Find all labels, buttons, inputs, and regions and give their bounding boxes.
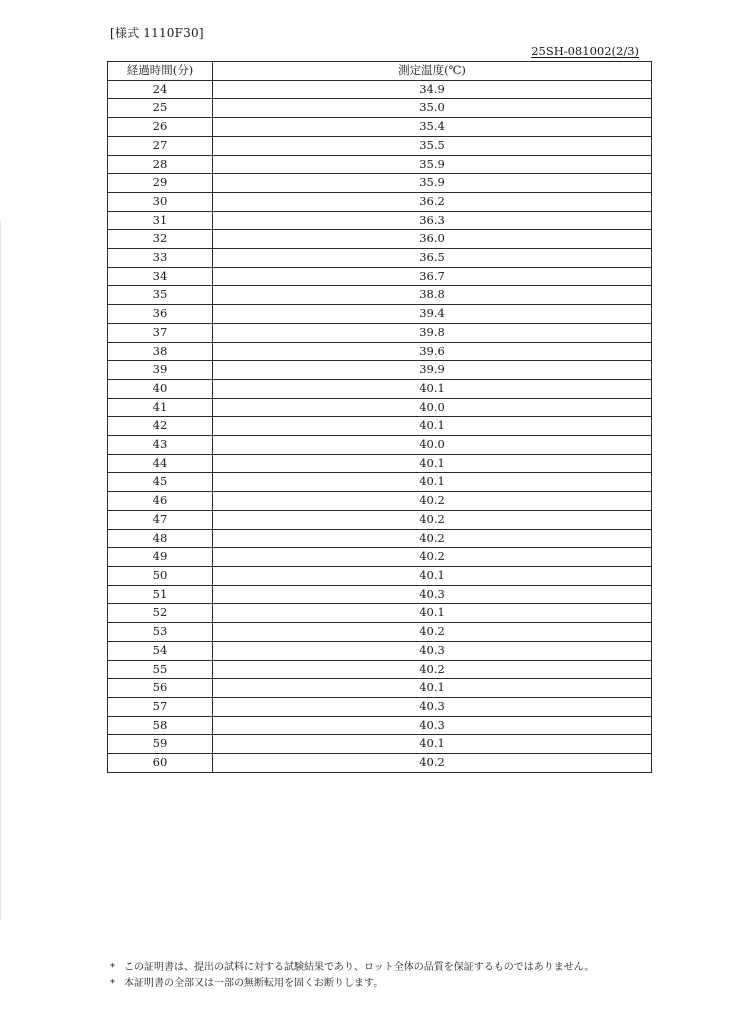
table-row (108, 716, 652, 735)
measured-temperature-cell: 40.2 (213, 492, 652, 511)
table-row (108, 267, 652, 286)
elapsed-time-cell: 38 (108, 342, 213, 361)
elapsed-time-cell: 37 (108, 323, 213, 342)
footnote-mark: * (110, 978, 115, 989)
table-row (108, 211, 652, 230)
measured-temperature-cell: 40.3 (213, 716, 652, 735)
table-row (108, 230, 652, 249)
measured-temperature-cell: 39.9 (213, 361, 652, 380)
footnote (110, 960, 594, 976)
table-row (108, 510, 652, 529)
elapsed-time-cell: 28 (108, 155, 213, 174)
table-row (108, 679, 652, 698)
measured-temperature-cell: 40.1 (213, 604, 652, 623)
elapsed-time-cell: 57 (108, 697, 213, 716)
table-row (108, 99, 652, 118)
measured-temperature-cell: 40.2 (213, 548, 652, 567)
elapsed-time-cell: 47 (108, 510, 213, 529)
elapsed-time-cell: 42 (108, 417, 213, 436)
elapsed-time-cell: 48 (108, 529, 213, 548)
measured-temperature-cell: 40.1 (213, 735, 652, 754)
measured-temperature-cell: 35.0 (213, 99, 652, 118)
table-row (108, 174, 652, 193)
table-row (108, 323, 652, 342)
table-row (108, 735, 652, 754)
table-row (108, 80, 652, 99)
elapsed-time-cell: 44 (108, 454, 213, 473)
temperature-measurement-table (107, 61, 652, 773)
elapsed-time-cell: 33 (108, 249, 213, 268)
elapsed-time-cell: 40 (108, 379, 213, 398)
table-row (108, 492, 652, 511)
table-row (108, 529, 652, 548)
table-row (108, 249, 652, 268)
elapsed-time-cell: 29 (108, 174, 213, 193)
table-row (108, 417, 652, 436)
table-row (108, 192, 652, 211)
measured-temperature-cell: 35.5 (213, 136, 652, 155)
table-row (108, 454, 652, 473)
elapsed-time-cell: 55 (108, 660, 213, 679)
table-row (108, 436, 652, 455)
measurement-table-container (107, 61, 651, 773)
elapsed-time-cell: 46 (108, 492, 213, 511)
measured-temperature-cell: 39.8 (213, 323, 652, 342)
footnotes (110, 960, 594, 992)
elapsed-time-cell: 26 (108, 118, 213, 137)
measured-temperature-cell: 40.2 (213, 660, 652, 679)
elapsed-time-cell: 59 (108, 735, 213, 754)
measured-temperature-cell: 40.1 (213, 566, 652, 585)
footnote (110, 976, 594, 992)
measured-temperature-cell: 39.6 (213, 342, 652, 361)
table-row (108, 342, 652, 361)
measured-temperature-cell: 40.3 (213, 641, 652, 660)
table-row (108, 548, 652, 567)
footnote-mark: * (110, 962, 115, 973)
elapsed-time-cell: 56 (108, 679, 213, 698)
elapsed-time-cell: 41 (108, 398, 213, 417)
table-row (108, 136, 652, 155)
elapsed-time-cell: 27 (108, 136, 213, 155)
measured-temperature-cell: 40.0 (213, 436, 652, 455)
table-row (108, 585, 652, 604)
table-row (108, 379, 652, 398)
table-body (108, 80, 652, 772)
table-header-row (108, 62, 652, 81)
elapsed-time-cell: 31 (108, 211, 213, 230)
elapsed-time-cell: 60 (108, 754, 213, 773)
footnote-text: 本証明書の全部又は一部の無断転用を固くお断りします。 (124, 978, 384, 989)
scan-edge-line (0, 220, 1, 920)
measured-temperature-cell: 40.2 (213, 510, 652, 529)
measured-temperature-cell: 36.0 (213, 230, 652, 249)
measured-temperature-cell: 35.4 (213, 118, 652, 137)
measured-temperature-cell: 36.5 (213, 249, 652, 268)
measured-temperature-cell: 36.3 (213, 211, 652, 230)
table-row (108, 697, 652, 716)
measured-temperature-cell: 40.2 (213, 754, 652, 773)
measured-temperature-cell: 34.9 (213, 80, 652, 99)
measured-temperature-cell: 40.1 (213, 679, 652, 698)
elapsed-time-cell: 54 (108, 641, 213, 660)
elapsed-time-cell: 51 (108, 585, 213, 604)
measured-temperature-cell: 36.2 (213, 192, 652, 211)
measured-temperature-cell: 40.1 (213, 454, 652, 473)
table-row (108, 305, 652, 324)
elapsed-time-cell: 25 (108, 99, 213, 118)
elapsed-time-cell: 43 (108, 436, 213, 455)
elapsed-time-cell: 52 (108, 604, 213, 623)
document-number: 25SH-081002(2/3) (531, 44, 639, 58)
table-row (108, 623, 652, 642)
measured-temperature-cell: 40.2 (213, 529, 652, 548)
measured-temperature-cell: 40.1 (213, 379, 652, 398)
elapsed-time-cell: 35 (108, 286, 213, 305)
table-row (108, 155, 652, 174)
elapsed-time-cell: 58 (108, 716, 213, 735)
elapsed-time-cell: 32 (108, 230, 213, 249)
elapsed-time-cell: 24 (108, 80, 213, 99)
form-id: [様式 1110F30] (110, 26, 204, 40)
measured-temperature-cell: 39.4 (213, 305, 652, 324)
elapsed-time-cell: 45 (108, 473, 213, 492)
elapsed-time-cell: 49 (108, 548, 213, 567)
measured-temperature-cell: 35.9 (213, 155, 652, 174)
table-row (108, 118, 652, 137)
table-row (108, 641, 652, 660)
table-row (108, 754, 652, 773)
measured-temperature-cell: 40.3 (213, 585, 652, 604)
elapsed-time-cell: 36 (108, 305, 213, 324)
table-row (108, 361, 652, 380)
measured-temperature-cell: 40.3 (213, 697, 652, 716)
elapsed-time-cell: 34 (108, 267, 213, 286)
measured-temperature-cell: 36.7 (213, 267, 652, 286)
table-row (108, 473, 652, 492)
table-row (108, 604, 652, 623)
footnote-text: この証明書は、提出の試料に対する試験結果であり、ロット全体の品質を保証するものではありません。 (124, 962, 595, 973)
table-row (108, 660, 652, 679)
measured-temperature-cell: 40.0 (213, 398, 652, 417)
table-row (108, 286, 652, 305)
elapsed-time-cell: 53 (108, 623, 213, 642)
measured-temperature-cell: 40.2 (213, 623, 652, 642)
column-header-measured-temperature: 測定温度(℃) (213, 62, 652, 81)
elapsed-time-cell: 50 (108, 566, 213, 585)
measured-temperature-cell: 40.1 (213, 417, 652, 436)
table-row (108, 398, 652, 417)
measured-temperature-cell: 40.1 (213, 473, 652, 492)
table-row (108, 566, 652, 585)
column-header-elapsed-time: 経過時間(分) (108, 62, 213, 81)
elapsed-time-cell: 30 (108, 192, 213, 211)
measured-temperature-cell: 35.9 (213, 174, 652, 193)
elapsed-time-cell: 39 (108, 361, 213, 380)
measured-temperature-cell: 38.8 (213, 286, 652, 305)
